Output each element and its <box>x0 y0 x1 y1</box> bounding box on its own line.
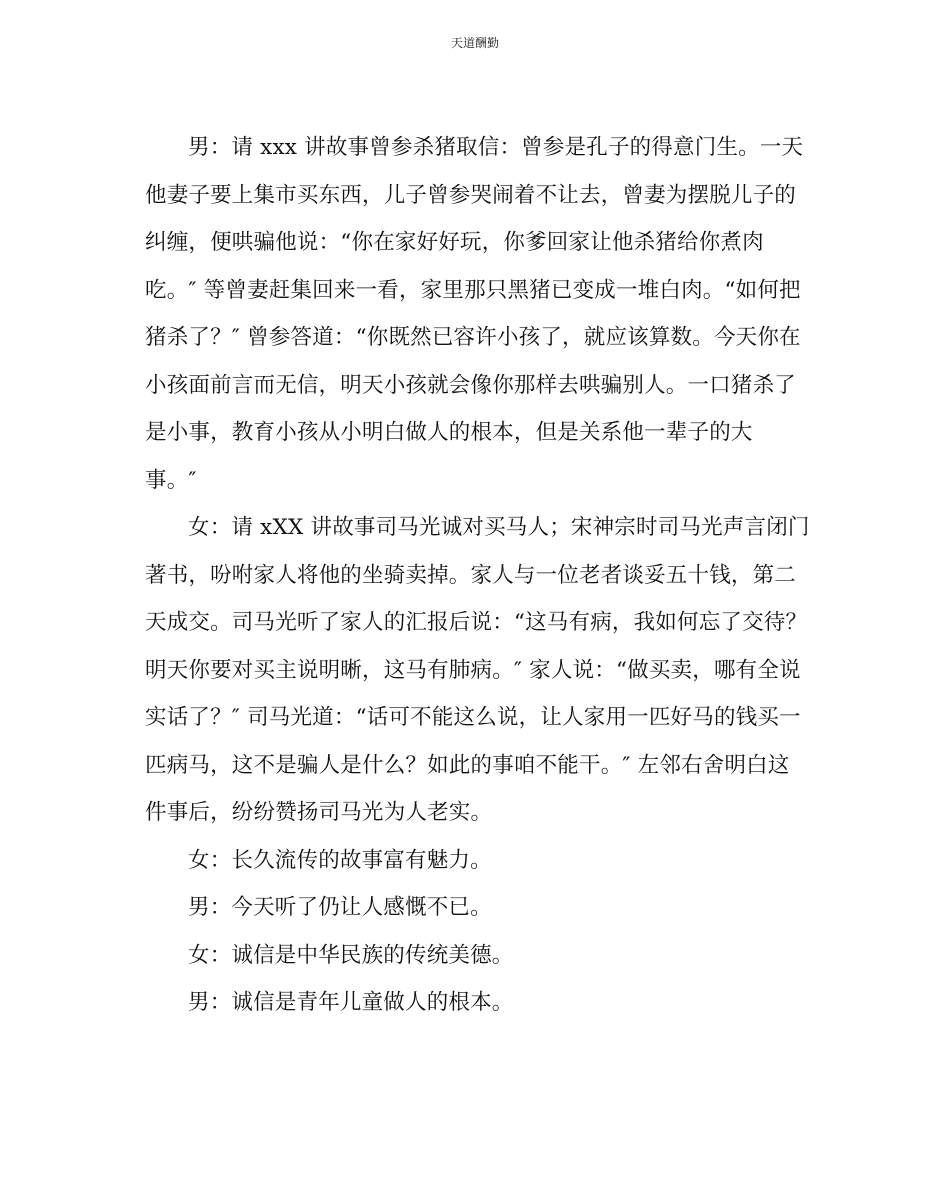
paragraph-line: 实话了？″ 司马光道：“话可不能这么说，让人家用一匹好马的钱买一 <box>145 705 801 730</box>
paragraph-line: 他妻子要上集市买东西，儿子曾参哭闹着不让去，曾妻为摆脱儿子的 <box>145 182 797 208</box>
paragraph-line: 男：请 xxx 讲故事曾参杀猪取信：曾参是孔子的得意门生。一天 <box>188 135 804 160</box>
paragraph-line: 是小事，教育小孩从小明白做人的根本，但是关系他一辈子的大 <box>145 420 753 445</box>
paragraph-line: 匹病马，这不是骗人是什么？如此的事咱不能干。″ 左邻右舍明白这 <box>145 752 790 778</box>
paragraph-line: 小孩面前言而无信，明天小孩就会像你那样去哄骗别人。一口猪杀了 <box>145 372 797 398</box>
page-header: 天道酬勤 <box>450 36 499 50</box>
paragraph-line: 纠缠，便哄骗他说：“你在家好好玩，你爹回家让他杀猪给你煮肉 <box>145 230 764 255</box>
paragraph-line: 女：长久流传的故事富有魅力。 <box>188 847 492 873</box>
paragraph-line: 女：请 xXX 讲故事司马光诚对买马人；宋神宗时司马光声言闭门 <box>188 515 810 540</box>
paragraph-line: 男：诚信是青年儿童做人的根本。 <box>188 990 514 1015</box>
paragraph-line: 事。″ <box>145 467 197 493</box>
paragraph-line: 猪杀了？″ 曾参答道：“你既然已容许小孩了，就应该算数。今天你在 <box>145 325 801 350</box>
paragraph-line: 男：今天听了仍让人感慨不已。 <box>188 895 492 920</box>
paragraph-line: 件事后，纷纷赞扬司马光为人老实。 <box>145 800 493 825</box>
paragraph-line: 明天你要对买主说明晰，这马有肺病。″ 家人说：“做买卖，哪有全说 <box>145 657 801 683</box>
paragraph-line: 天成交。司马光听了家人的汇报后说：“这马有病，我如何忘了交待？ <box>145 610 808 635</box>
paragraph-line: 吃。″ 等曾妻赶集回来一看，家里那只黑猪已变成一堆白肉。“如何把 <box>145 277 801 303</box>
paragraph-line: 著书，吩咐家人将他的坐骑卖掉。家人与一位老者谈妥五十钱，第二 <box>145 562 797 588</box>
document-body <box>145 124 809 1027</box>
paragraph-line: 女：诚信是中华民族的传统美德。 <box>188 942 514 968</box>
